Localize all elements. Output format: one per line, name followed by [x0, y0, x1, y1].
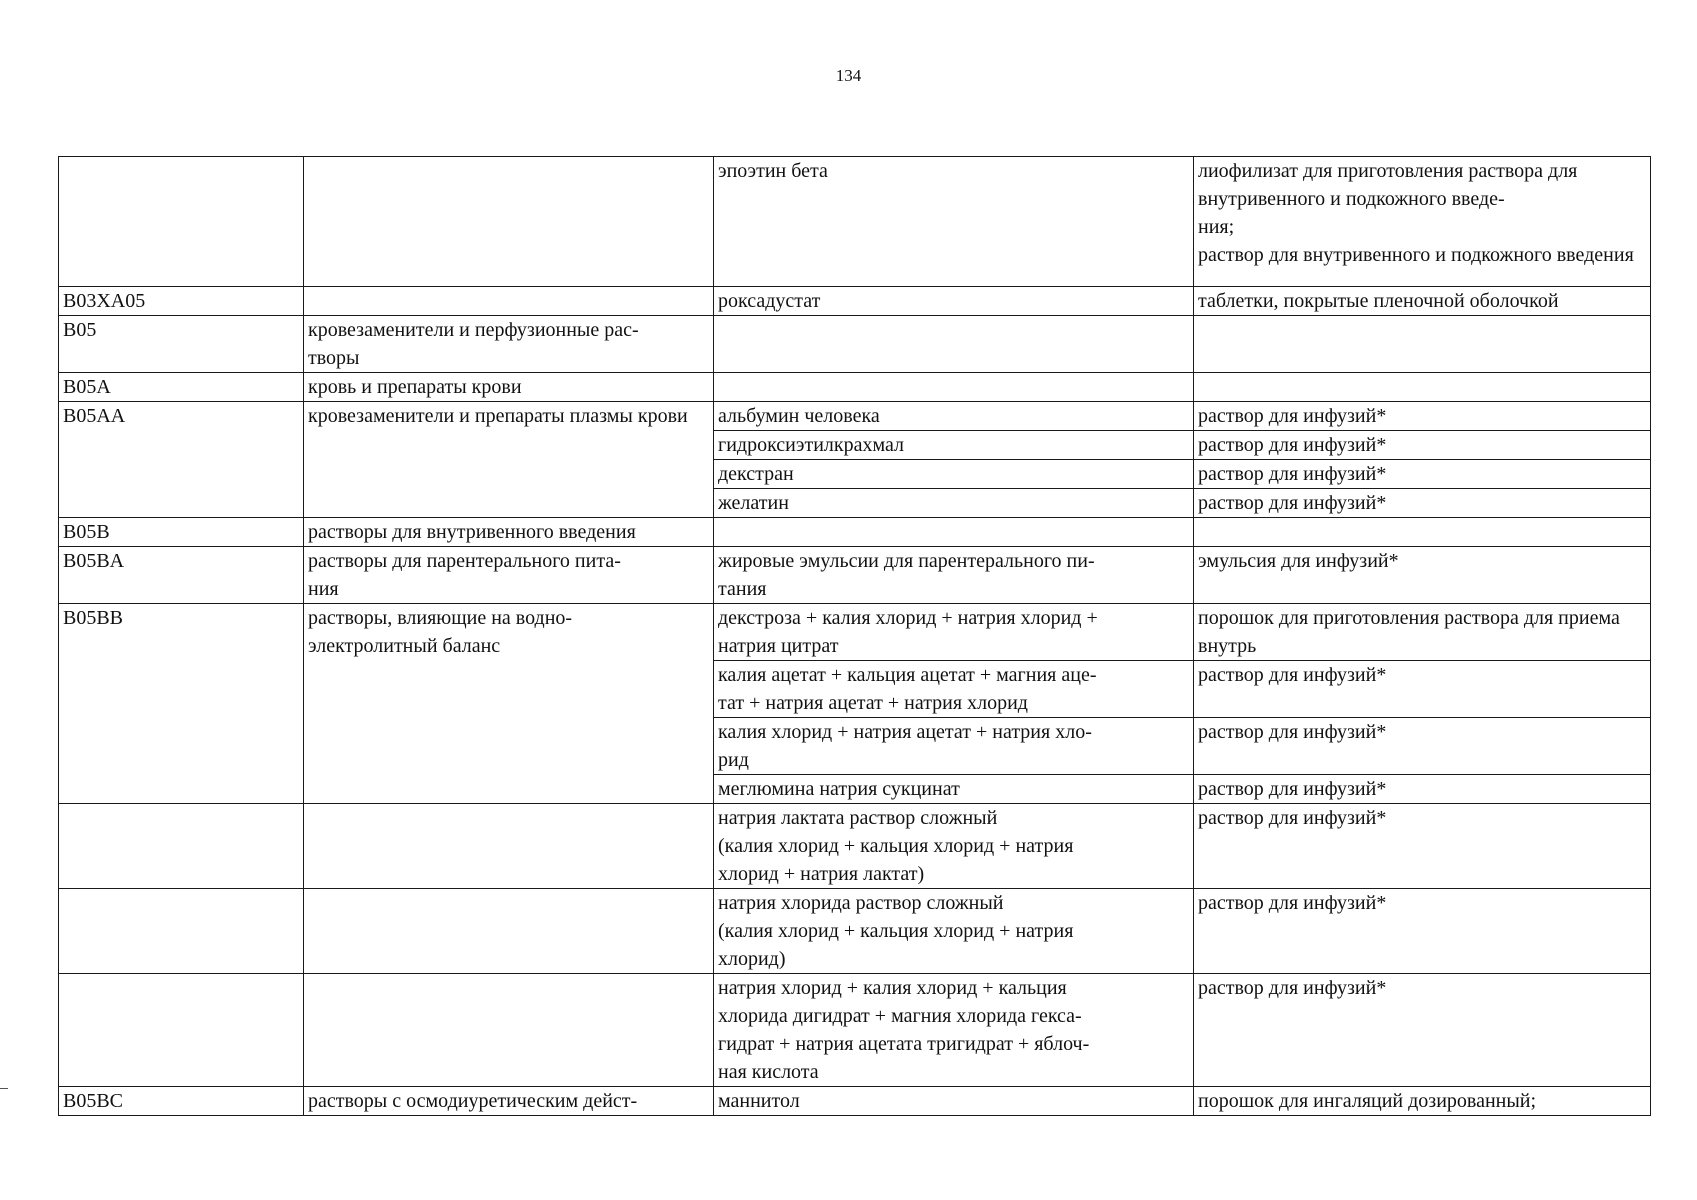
- atc-code-cell: B05BC: [59, 1087, 304, 1116]
- group-name-cell: [304, 287, 714, 316]
- table-row: [59, 974, 1651, 1087]
- table-row: [59, 604, 1651, 661]
- group-name-cell: [304, 889, 714, 974]
- page-number: 134: [835, 66, 862, 85]
- table-row: [59, 287, 1651, 316]
- drug-name-cell: калия ацетат + кальция ацетат + магния аце- тат + натрия ацетат + натрия хлорид: [714, 661, 1194, 718]
- dosage-form-cell: раствор для инфузий*: [1194, 431, 1651, 460]
- dosage-form-cell: раствор для инфузий*: [1194, 889, 1651, 974]
- dosage-form-cell: раствор для инфузий*: [1194, 718, 1651, 775]
- drug-name-cell: натрия хлорида раствор сложный (калия хлорид + кальция хлорид + натрия хлорид): [714, 889, 1194, 974]
- drug-name-cell: роксадустат: [714, 287, 1194, 316]
- drug-name-cell: натрия лактата раствор сложный (калия хлорид + кальция хлорид + натрия хлорид + натрия лактат): [714, 804, 1194, 889]
- table-row: [59, 518, 1651, 547]
- table-row: [59, 373, 1651, 402]
- dosage-form-cell: порошок для приготовления раствора для приема внутрь: [1194, 604, 1651, 661]
- atc-code-cell: [59, 889, 304, 974]
- drug-name-cell: гидроксиэтилкрахмал: [714, 431, 1194, 460]
- dosage-form-cell: раствор для инфузий*: [1194, 804, 1651, 889]
- drug-name-cell: [714, 373, 1194, 402]
- group-name-cell: [304, 157, 714, 287]
- drug-name-cell: [714, 518, 1194, 547]
- drug-name-cell: желатин: [714, 489, 1194, 518]
- dosage-form-cell: порошок для ингаляций дозированный;: [1194, 1087, 1651, 1116]
- atc-code-cell: B05AA: [59, 402, 304, 518]
- table-row: [59, 402, 1651, 431]
- atc-code-cell: B05A: [59, 373, 304, 402]
- medication-table: [58, 156, 1651, 1116]
- dosage-form-cell: раствор для инфузий*: [1194, 460, 1651, 489]
- group-name-cell: кровь и препараты крови: [304, 373, 714, 402]
- drug-name-cell: натрия хлорид + калия хлорид + кальция хлорида дигидрат + магния хлорида гекса- гидрат + натрия ацетата тригидрат + яблоч- ная кислота: [714, 974, 1194, 1087]
- atc-code-cell: B05B: [59, 518, 304, 547]
- table-row: [59, 804, 1651, 889]
- dosage-form-cell: раствор для инфузий*: [1194, 489, 1651, 518]
- drug-name-cell: альбумин человека: [714, 402, 1194, 431]
- margin-mark: [0, 1088, 8, 1089]
- drug-name-cell: маннитол: [714, 1087, 1194, 1116]
- table-row: [59, 157, 1651, 287]
- dosage-form-cell: лиофилизат для приготовления раствора для внутривенного и подкожного введе- ния; раствор для внутривенного и подкожного введения: [1194, 157, 1651, 287]
- group-name-cell: кровезаменители и перфузионные рас- творы: [304, 316, 714, 373]
- group-name-cell: кровезаменители и препараты плазмы крови: [304, 402, 714, 518]
- drug-name-cell: [714, 316, 1194, 373]
- drug-name-cell: декстран: [714, 460, 1194, 489]
- atc-code-cell: B05BB: [59, 604, 304, 804]
- dosage-form-cell: раствор для инфузий*: [1194, 775, 1651, 804]
- group-name-cell: растворы, влияющие на водно- электролитный баланс: [304, 604, 714, 804]
- group-name-cell: [304, 974, 714, 1087]
- table-row: [59, 316, 1651, 373]
- dosage-form-cell: раствор для инфузий*: [1194, 402, 1651, 431]
- group-name-cell: растворы с осмодиуретическим дейст-: [304, 1087, 714, 1116]
- drug-name-cell: меглюмина натрия сукцинат: [714, 775, 1194, 804]
- group-name-cell: [304, 804, 714, 889]
- atc-code-cell: [59, 804, 304, 889]
- drug-name-cell: жировые эмульсии для парентерального пи- тания: [714, 547, 1194, 604]
- dosage-form-cell: эмульсия для инфузий*: [1194, 547, 1651, 604]
- atc-code-cell: B05: [59, 316, 304, 373]
- atc-code-cell: [59, 974, 304, 1087]
- dosage-form-cell: [1194, 316, 1651, 373]
- dosage-form-cell: [1194, 518, 1651, 547]
- table-row: [59, 547, 1651, 604]
- atc-code-cell: B05BA: [59, 547, 304, 604]
- drug-name-cell: декстроза + калия хлорид + натрия хлорид + натрия цитрат: [714, 604, 1194, 661]
- group-name-cell: растворы для парентерального пита- ния: [304, 547, 714, 604]
- group-name-cell: растворы для внутривенного введения: [304, 518, 714, 547]
- atc-code-cell: [59, 157, 304, 287]
- drug-name-cell: эпоэтин бета: [714, 157, 1194, 287]
- dosage-form-cell: раствор для инфузий*: [1194, 974, 1651, 1087]
- dosage-form-cell: таблетки, покрытые пленочной оболочкой: [1194, 287, 1651, 316]
- drug-name-cell: калия хлорид + натрия ацетат + натрия хло- рид: [714, 718, 1194, 775]
- dosage-form-cell: [1194, 373, 1651, 402]
- table-row: [59, 889, 1651, 974]
- dosage-form-cell: раствор для инфузий*: [1194, 661, 1651, 718]
- atc-code-cell: B03XA05: [59, 287, 304, 316]
- table-row: [59, 1087, 1651, 1116]
